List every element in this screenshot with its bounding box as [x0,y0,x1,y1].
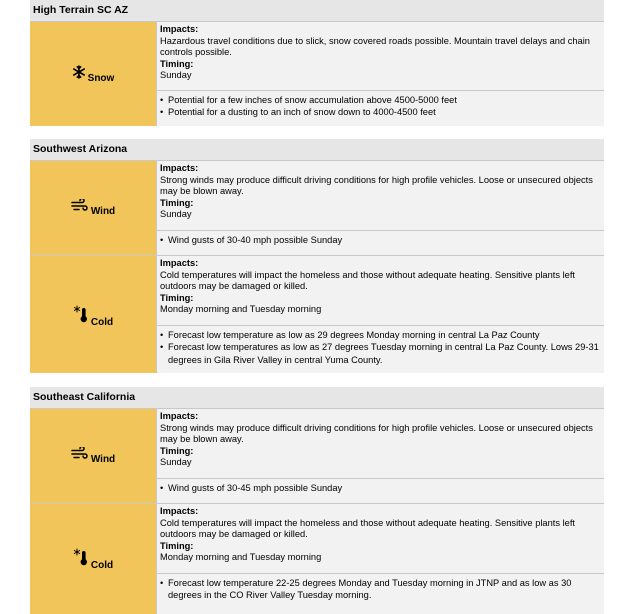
details-section [157,479,604,497]
hazard-row-wind [30,408,604,503]
hazard-cell [30,256,157,373]
region-southeast-california [30,387,604,614]
hazard-cell [30,504,157,614]
timing-text: Monday morning and Tuesday morning [160,552,322,563]
region-title: Southeast California [30,387,604,408]
impacts-text: Cold temperatures will impact the homeless and those without adequate heating. Sensitive plants left outdoors may be damaged or killed. [160,269,575,292]
details-section [157,326,604,369]
hazard-row-cold [30,255,604,373]
list-item: • Forecast low temperatures as low as 27 degrees Tuesday morning in central La Paz County. Lows 29-31 degrees in Gila River Valley in central Yuma County. [160,342,599,365]
hazard-info [157,161,604,255]
impacts-section [157,161,604,231]
timing-label: Timing: [160,292,194,303]
snowflake-icon [72,65,86,84]
hazard-cell [30,161,157,255]
list-item: • Forecast low temperature 22-25 degrees Monday and Tuesday morning in JTNP and as low as 30 degrees in the CO River Valley Tuesday morning. [160,578,572,601]
hazard-cell [30,409,157,503]
impacts-label: Impacts: [160,506,199,516]
timing-label: Timing: [160,58,194,69]
impacts-section [157,504,604,574]
timing-text: Sunday [160,209,192,220]
list-item: • Forecast low temperature as low as 29 degrees Monday morning in central La Paz County [160,330,540,340]
region-high-terrain-sc-az [30,0,604,126]
timing-label: Timing: [160,445,194,456]
wind-icon [71,447,89,465]
hazard-label: Snow [87,72,115,84]
impacts-section [157,256,604,326]
hazard-info [157,504,604,614]
hazard-row-wind [30,160,604,255]
details-section [157,231,604,249]
impacts-label: Impacts: [160,163,199,173]
hazard-label: Wind [90,454,116,465]
impacts-label: Impacts: [160,258,199,268]
impacts-section [157,409,604,479]
hazard-cell [30,22,157,126]
region-title: High Terrain SC AZ [30,0,604,21]
region-southwest-arizona [30,139,604,373]
list-item: • Wind gusts of 30-45 mph possible Sunday [160,483,343,493]
timing-label: Timing: [160,197,194,208]
hazard-outlook-page [30,0,604,614]
timing-text: Monday morning and Tuesday morning [160,304,322,315]
impacts-text: Strong winds may produce difficult driving conditions for high profile vehicles. Loose or unsecured objects may be blown away. [160,422,593,445]
hazard-row-snow [30,21,604,126]
hazard-label: Cold [90,559,114,571]
hazard-label: Cold [90,317,114,328]
list-item: • Potential for a dusting to an inch of snow down to 4000-4500 feet [160,107,436,118]
hazard-info [157,256,604,373]
details-section [157,91,604,122]
hazard-row-cold [30,503,604,614]
hazard-info [157,22,604,126]
hazard-info [157,409,604,503]
hazard-label: Wind [90,206,116,217]
list-item: • Potential for a few inches of snow accumulation above 4500-5000 feet [160,95,457,105]
details-section [157,574,604,605]
thermometer-cold-icon [73,548,89,571]
impacts-section [157,22,604,91]
impacts-text: Cold temperatures will impact the homeless and those without adequate heating. Sensitive plants left outdoors may be damaged or killed. [160,517,575,540]
region-title: Southwest Arizona [30,139,604,160]
timing-text: Sunday [160,457,192,468]
timing-label: Timing: [160,540,194,551]
list-item: • Wind gusts of 30-40 mph possible Sunday [160,235,343,245]
impacts-text: Hazardous travel conditions due to slick, snow covered roads possible. Mountain travel delays and chain controls possible. [160,35,590,58]
impacts-label: Impacts: [160,24,199,34]
timing-text: Sunday [160,70,192,81]
thermometer-cold-icon [73,305,89,328]
impacts-label: Impacts: [160,411,199,421]
impacts-text: Strong winds may produce difficult driving conditions for high profile vehicles. Loose or unsecured objects may be blown away. [160,174,593,197]
wind-icon [71,199,89,217]
